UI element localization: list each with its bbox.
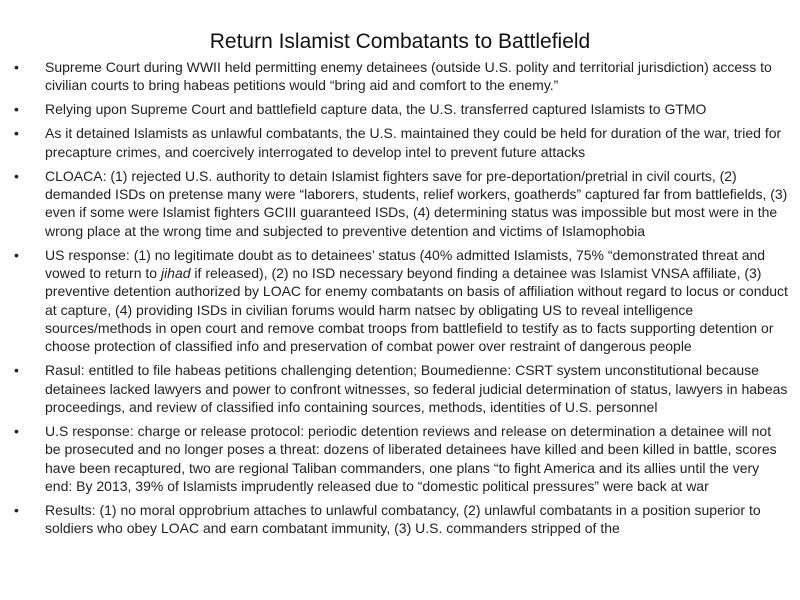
bullet-text-before: US response: (1) no legitimate doubt as to detainees’ status (40% admitted Islamists, 75% “demonstrated threat and vowed to return to xyxy=(45,246,766,282)
bullet-text: CLOACA: (1) rejected U.S. authority to detain Islamist fighters save for pre-deportation/pretrial in civil courts, (2) demanded ISDs on pretense many were “laborers, students, relief workers, goatherds” captured far from battlefields, (3) even if some were Islamist fighters GCIII guaranteed ISDs, (4) determining status was impossible but most were in the wrong place at the wrong time and subjected to preventive detention and victims of Islamophobia xyxy=(45,167,788,239)
bullet-dot: • xyxy=(14,167,19,184)
slide-title: Return Islamist Combatants to Battlefield xyxy=(209,30,591,53)
bullet-dot: • xyxy=(14,125,19,142)
bullet-item xyxy=(0,246,800,356)
bullet-text: As it detained Islamists as unlawful combatants, the U.S. maintained they could be held for duration of the war, tried for precapture crimes, and coercively interrogated to develop intel to prevent future attacks xyxy=(45,125,782,160)
bullet-text: U.S response: charge or release protocol: periodic detention reviews and release on determination a detainee will not be prosecuted and no longer poses a threat: dozens of liberated detainees have killed and been killed in battle, scores have been recaptured, two are regional Taliban commanders, one plans “to fight America and its allies until the very end: By 2013, 39% of Islamists imprudently released due to “domestic political pressures” were back at war xyxy=(45,423,777,495)
bullet-text-after: if released), (2) no ISD necessary beyond finding a detainee was Islamist VNSA affiliate, (3) preventive detention authorized by LOAC for enemy combatants on basis of affiliation without regard to locus or conduct at capture, (4) providing ISDs in civilian forums would harm natsec by obligating US to reveal intelligence sources/methods in open court and remove combat troops from battlefield to testify as to facts supporting detention or choose protection of classified info and preservation of combat power over restraint of dangerous people xyxy=(45,265,788,355)
bullet-dot: • xyxy=(14,59,19,75)
bullet-text-italic: jihad xyxy=(160,265,191,282)
bullet-dot: • xyxy=(14,423,19,440)
bullet-item xyxy=(0,167,800,240)
bullet-item xyxy=(0,361,800,416)
bullet-item xyxy=(0,501,800,538)
bullet-dot: • xyxy=(14,362,19,379)
bullet-item xyxy=(0,58,800,95)
bullet-text xyxy=(45,247,788,354)
bullet-item xyxy=(0,422,800,495)
bullet-text: Results: (1) no moral opprobrium attaches to unlawful combatancy, (2) unlawful combatants in a position superior to soldiers who obey LOAC and earn combatant immunity, (3) U.S. commanders stripped of the xyxy=(45,502,761,537)
bullet-text: Relying upon Supreme Court and battlefield capture data, the U.S. transferred captured Islamists to GTMO xyxy=(45,101,707,118)
bullet-list xyxy=(0,58,800,544)
bullet-text: Supreme Court during WWII held permitting enemy detainees (outside U.S. polity and territorial jurisdiction) access to civilian courts to bring habeas petitions would “bring aid and comfort to the enemy.” xyxy=(45,59,772,94)
bullet-item xyxy=(0,100,800,118)
bullet-dot: • xyxy=(14,502,19,519)
bullet-item xyxy=(0,124,800,161)
bullet-dot: • xyxy=(14,101,19,118)
bullet-text: Rasul: entitled to file habeas petitions challenging detention; Boumedienne: CSRT system unconstitutional because detainees lacked lawyers and power to confront witnesses, so federal judicial determination of status, lawyers in habeas proceedings, and review of classified info containing sources, methods, identities of U.S. personnel xyxy=(45,362,788,416)
bullet-dot: • xyxy=(14,246,19,263)
